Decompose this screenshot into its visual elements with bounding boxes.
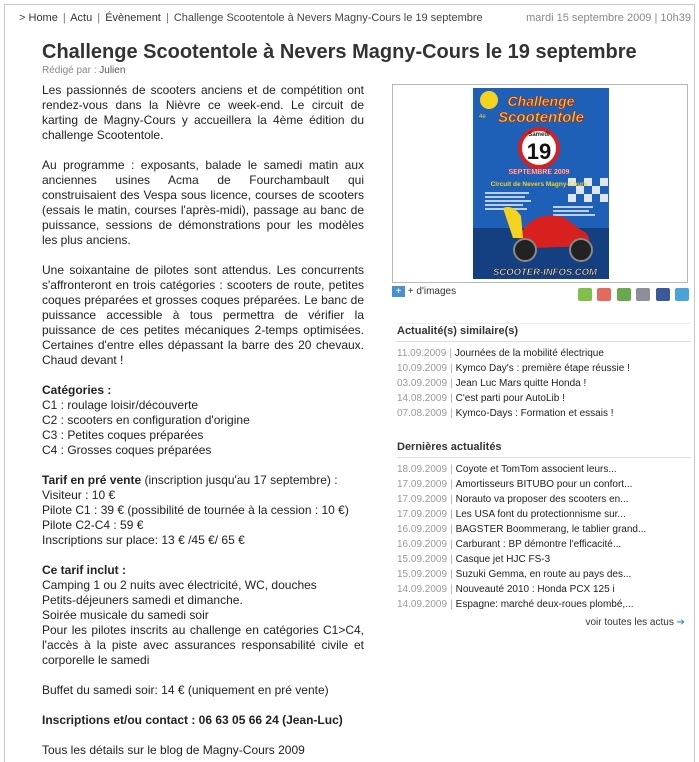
breadcrumb-actu-link[interactable]: Actu — [70, 12, 93, 24]
tarif-block — [42, 473, 364, 548]
poster-title-1: Challenge — [507, 93, 575, 109]
event-poster — [473, 88, 609, 279]
news-item[interactable]: 17.09.2009 | Norauto va proposer des scooters en... — [397, 494, 629, 505]
breadcrumb — [19, 12, 691, 24]
news-date: 17.09.2009 — [397, 509, 448, 520]
news-date: 16.09.2009 — [397, 524, 448, 535]
buffet-line: Buffet du samedi soir: 14 € (uniquement en pré vente) — [42, 683, 329, 697]
breadcrumb-separator: | — [62, 12, 66, 24]
news-item[interactable]: 10.09.2009 | Kymco Day's : première étape réussie ! — [397, 363, 630, 374]
news-link[interactable]: Les USA font du protectionnisme sur... — [455, 509, 626, 520]
remove-icon[interactable] — [597, 288, 611, 301]
news-item[interactable]: 17.09.2009 | Amortisseurs BITUBO pour un confort... — [397, 479, 633, 490]
see-all-news-link[interactable] — [585, 617, 685, 628]
more-images-link[interactable] — [392, 286, 456, 297]
page-frame — [4, 4, 695, 762]
news-link[interactable]: Jean Luc Mars quitte Honda ! — [455, 378, 587, 389]
contact-line: Inscriptions et/ou contact : 06 63 05 66 24 (Jean-Luc) — [42, 713, 343, 727]
tarif-line: Pilote C2-C4 : 59 € — [42, 518, 144, 532]
news-item[interactable]: 16.09.2009 | BAGSTER Boommerang, le tablier grand... — [397, 524, 647, 535]
includes-line: Petits-déjeuners samedi et dimanche. — [42, 593, 243, 607]
news-item[interactable]: 17.09.2009 | Les USA font du protectionnisme sur... — [397, 509, 626, 520]
news-item[interactable]: 15.09.2009 | Suzuki Gemma, en route au pays des... — [397, 569, 632, 580]
news-link[interactable]: BAGSTER Boommerang, le tablier grand... — [455, 524, 647, 535]
news-link[interactable]: Nouveauté 2010 : Honda PCX 125 i — [455, 584, 615, 595]
twitter-icon[interactable] — [675, 288, 689, 301]
poster-art — [473, 88, 609, 279]
poster-month: SEPTEMBRE 2009 — [508, 169, 570, 176]
sidebar-divider — [397, 323, 691, 324]
news-link[interactable]: Kymco-Days : Formation et essais ! — [455, 408, 614, 419]
article-paragraph: Une soixantaine de pilotes sont attendus. Les concurrents s'affronteront en trois catégories : scooters de route, petites coques préparées et grosses coques préparées. Le banc de puissance accessible à tous permettra de vérifier la puissance de ces petites mécaniques 2-temps optimisées. Certaines d'entre elles dépassant la barre des 20 chevaux. Chaud devant ! — [42, 263, 364, 367]
news-link[interactable]: Kymco Day's : première étape réussie ! — [455, 363, 630, 374]
facebook-icon[interactable] — [656, 288, 670, 301]
breadcrumb-separator: | — [97, 12, 101, 24]
arrow-right-icon: ➔ — [676, 617, 685, 628]
article-paragraph: Les passionnés de scooters anciens et de compétition ont rendez-vous dans la Nièvre ce week-end. Le circuit de karting de Magny-Cours y accueillera la 4ème édition du challenge Scootentole. — [42, 83, 364, 142]
article-body — [42, 83, 364, 762]
news-date: 10.09.2009 — [397, 363, 448, 374]
includes-line: Soirée musicale du samedi soir — [42, 608, 209, 622]
breadcrumb-separator: | — [165, 12, 169, 24]
includes-block — [42, 563, 364, 668]
news-date: 16.09.2009 — [397, 539, 448, 550]
includes-title: Ce tarif inclut : — [42, 563, 127, 577]
poster-day-name: Samedi — [528, 132, 550, 138]
news-date: 17.09.2009 — [397, 494, 448, 505]
similar-news-title: Actualité(s) similaire(s) — [397, 325, 691, 342]
news-link[interactable]: Coyote et TomTom associent leurs... — [455, 464, 617, 475]
category-item: C4 : Grosses coques préparées — [42, 443, 212, 457]
breadcrumb-home-link[interactable]: Home — [28, 12, 58, 24]
poster-edition: 4e — [479, 114, 486, 120]
poster-place: Circuit de Nevers Magny-Cours — [490, 181, 588, 188]
byline-label: Rédigé par : — [42, 65, 97, 76]
share-toolbar — [577, 288, 689, 302]
categories-block — [42, 383, 364, 458]
breadcrumb-current: Challenge Scootentole à Nevers Magny-Cours le 19 septembre — [173, 12, 483, 24]
includes-line: Camping 1 ou 2 nuits avec électricité, WC, douches — [42, 578, 317, 592]
see-all-news-label: voir toutes les actus — [585, 617, 674, 628]
print-icon[interactable] — [636, 288, 650, 301]
news-date: 17.09.2009 — [397, 479, 448, 490]
article-photo[interactable] — [392, 84, 688, 283]
news-item[interactable]: 18.09.2009 | Coyote et TomTom associent leurs... — [397, 464, 617, 475]
news-link[interactable]: Journées de la mobilité électrique — [454, 348, 604, 359]
news-date: 14.09.2009 — [397, 599, 448, 610]
news-date: 18.09.2009 — [397, 464, 448, 475]
tarif-line: Inscriptions sur place: 13 € /45 €/ 65 € — [42, 533, 245, 547]
news-date: 15.09.2009 — [397, 554, 448, 565]
category-item: C1 : roulage loisir/découverte — [42, 398, 199, 412]
news-date: 03.09.2009 — [397, 378, 448, 389]
similar-news — [397, 325, 691, 421]
news-item[interactable]: 14.09.2009 | Espagne: marché deux-roues plombé,... — [397, 599, 634, 610]
news-item[interactable]: 14.09.2009 | Nouveauté 2010 : Honda PCX 125 i — [397, 584, 615, 595]
news-date: 14.08.2009 — [397, 393, 448, 404]
news-item[interactable]: 11.09.2009 | Journées de la mobilité électrique — [397, 348, 604, 359]
latest-news-title: Dernières actualités — [397, 441, 691, 458]
poster-day-number: 19 — [526, 139, 552, 164]
news-item[interactable]: 16.09.2009 | Carburant : BP démontre l'efficacité... — [397, 539, 622, 550]
blog-line: Tous les détails sur le blog de Magny-Cours 2009 — [42, 743, 305, 757]
tarif-line: Pilote C1 : 39 € (possibilité de tournée à la cession : 10 €) — [42, 503, 349, 517]
news-item[interactable]: 03.09.2009 | Jean Luc Mars quitte Honda ! — [397, 378, 587, 389]
news-link[interactable]: Espagne: marché deux-roues plombé,... — [455, 599, 634, 610]
includes-line: Pour les pilotes inscrits au challenge en catégories C1>C4, l'accès à la piste avec assurances responsabilité civile et corporelle le samedi — [42, 623, 364, 667]
poster-watermark: SCOOTER-INFOS.COM — [493, 267, 597, 278]
news-link[interactable]: Casque jet HJC FS-3 — [455, 554, 551, 565]
publish-date: mardi 15 septembre 2009 | 10h39 — [526, 12, 691, 24]
news-link[interactable]: Carburant : BP démontre l'efficacité... — [455, 539, 622, 550]
category-item: C3 : Petites coques préparées — [42, 428, 204, 442]
breadcrumb-prefix: > — [19, 12, 26, 24]
add-favorite-icon[interactable] — [578, 288, 592, 301]
news-link[interactable]: Norauto va proposer des scooters en... — [455, 494, 629, 505]
plus-icon: + — [392, 286, 405, 297]
news-date: 11.09.2009 — [397, 348, 447, 359]
article-title: Challenge Scootentole à Nevers Magny-Cours le 19 septembre — [42, 41, 637, 63]
category-item: C2 : scooters en configuration d'origine — [42, 413, 250, 427]
tarif-title: Tarif en pré vente — [42, 473, 142, 487]
news-item[interactable]: 07.08.2009 | Kymco-Days : Formation et essais ! — [397, 408, 614, 419]
tarif-note: (inscription jusqu'au 17 septembre) : — [141, 473, 338, 487]
latest-news — [397, 441, 691, 612]
news-link[interactable]: C'est parti pour AutoLib ! — [455, 393, 565, 404]
author-name: Julien — [99, 65, 126, 76]
breadcrumb-evenement-link[interactable]: Évènement — [105, 12, 161, 24]
article-paragraph: Au programme : exposants, balade le samedi matin aux anciennes usines Acma de Fourchambault qui construisaient des Vespa sous licence, courses de scooters (essais le matin, courses l'après-midi), passage au banc de puissance, sessions de démonstrations pour les modèles les plus anciens. — [42, 158, 364, 247]
byline — [42, 65, 125, 76]
news-link[interactable]: Suzuki Gemma, en route au pays des... — [455, 569, 632, 580]
news-link[interactable]: Amortisseurs BITUBO pour un confort... — [455, 479, 633, 490]
email-icon[interactable] — [617, 288, 631, 301]
poster-title-2: Scootentole — [498, 109, 584, 126]
news-date: 14.09.2009 — [397, 584, 448, 595]
news-item[interactable]: 15.09.2009 | Casque jet HJC FS-3 — [397, 554, 551, 565]
tarif-line: Visiteur : 10 € — [42, 488, 116, 502]
more-images-label: + d'images — [407, 286, 457, 298]
news-item[interactable]: 14.08.2009 | C'est parti pour AutoLib ! — [397, 393, 565, 404]
categories-title: Catégories : — [42, 383, 112, 397]
news-date: 15.09.2009 — [397, 569, 448, 580]
news-date: 07.08.2009 — [397, 408, 448, 419]
